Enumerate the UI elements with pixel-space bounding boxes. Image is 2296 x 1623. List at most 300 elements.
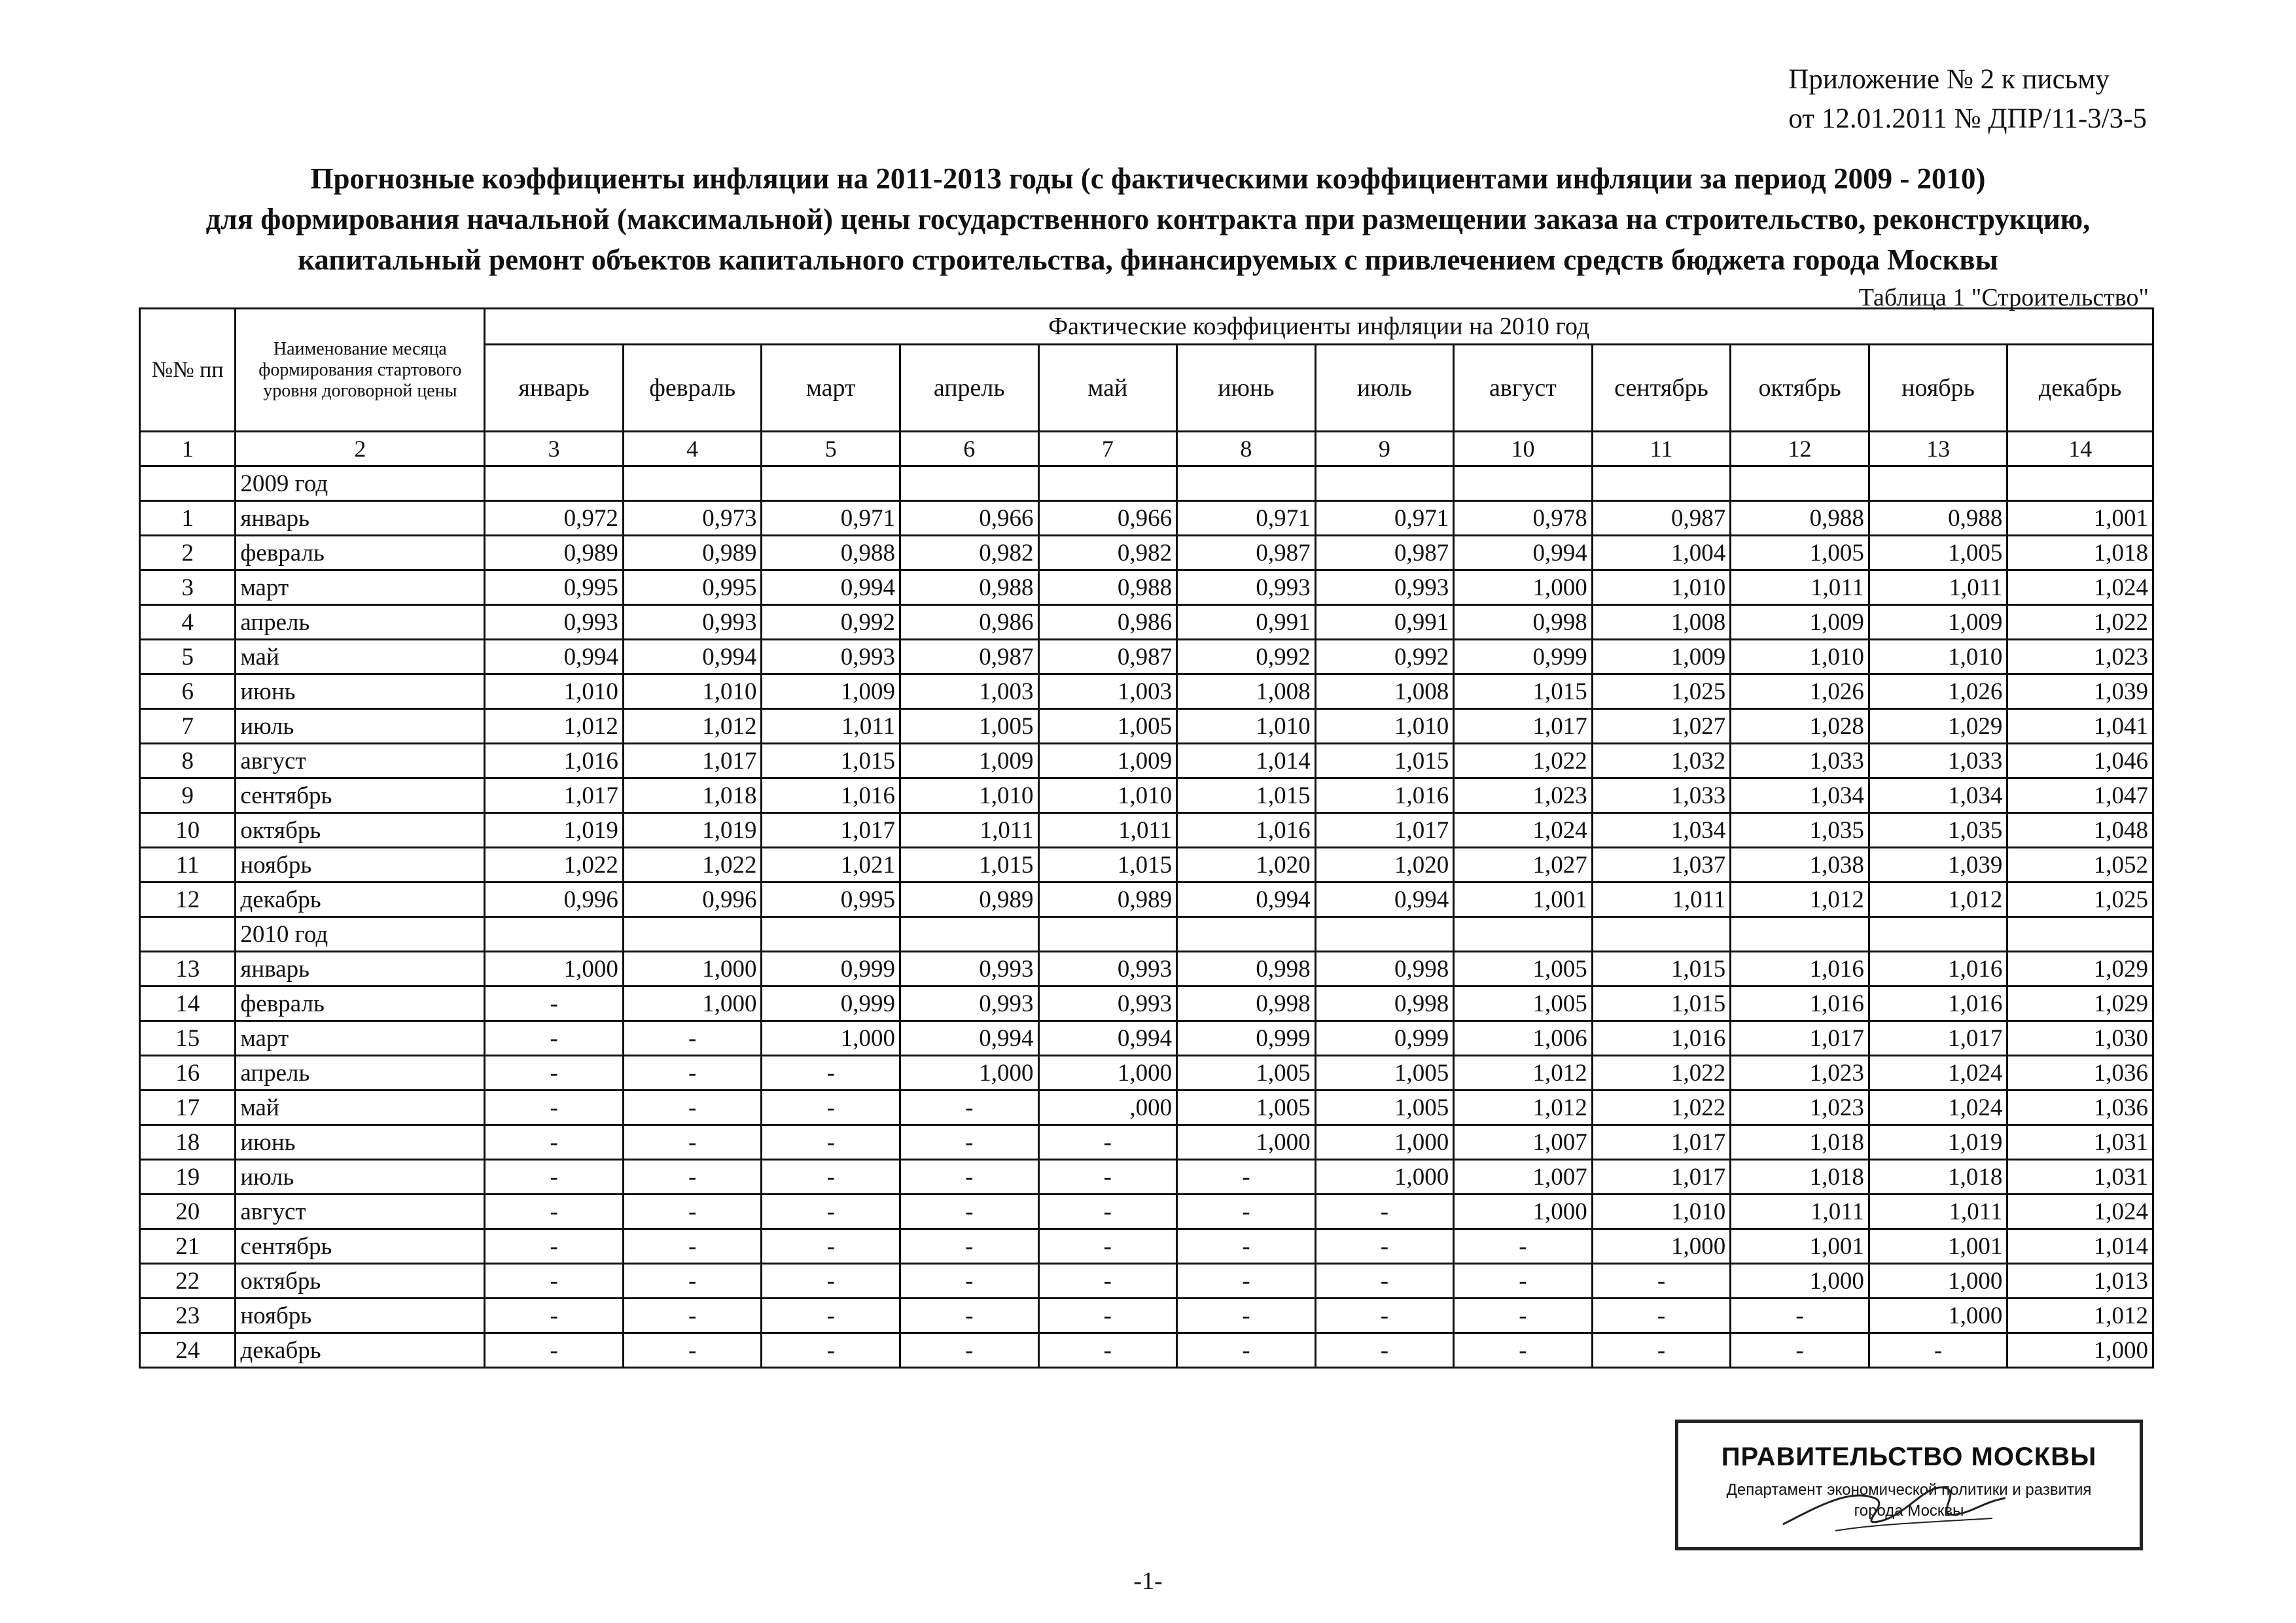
coefficient-cell: 1,005 <box>1454 986 1593 1021</box>
coefficient-cell: 1,000 <box>1592 1229 1731 1264</box>
row-month-name: апрель <box>236 1056 485 1091</box>
coefficient-cell: 1,020 <box>1315 848 1454 882</box>
coefficient-cell: 1,034 <box>1869 778 2007 813</box>
table-row <box>140 674 2153 709</box>
empty-cell <box>1592 466 1731 501</box>
row-month-name: декабрь <box>236 882 485 917</box>
coefficient-cell: 1,015 <box>1592 952 1731 986</box>
coefficient-cell: - <box>623 1229 762 1264</box>
table-row <box>140 605 2153 640</box>
coefficient-cell: 1,020 <box>1177 848 1316 882</box>
coefficient-cell: - <box>485 1229 624 1264</box>
coefficient-cell: 1,011 <box>1869 570 2007 605</box>
coefficient-cell: 1,000 <box>1731 1264 1869 1299</box>
coefficient-cell: 1,046 <box>2007 744 2153 778</box>
coefficient-cell: - <box>485 1299 624 1333</box>
coefficient-cell: - <box>900 1333 1039 1368</box>
row-number: 1 <box>140 501 236 536</box>
coefficient-cell: - <box>1731 1333 1869 1368</box>
coefficient-cell: 1,005 <box>1731 536 1869 570</box>
coefficient-cell: 1,000 <box>1315 1125 1454 1160</box>
coefficient-cell: 1,005 <box>1315 1091 1454 1125</box>
coefficient-cell: - <box>762 1333 900 1368</box>
coefficient-cell: 1,005 <box>1177 1091 1316 1125</box>
year-label: 2010 год <box>236 917 485 952</box>
column-number: 13 <box>1869 432 2007 466</box>
coefficient-cell: - <box>485 1021 624 1056</box>
coefficient-cell: - <box>485 1333 624 1368</box>
table-row <box>140 570 2153 605</box>
coefficient-cell: - <box>1038 1264 1177 1299</box>
coefficient-cell: 1,029 <box>2007 952 2153 986</box>
page-number: -1- <box>1133 1567 1163 1595</box>
coefficient-cell: 1,019 <box>1869 1125 2007 1160</box>
coefficient-cell: 1,011 <box>762 709 900 744</box>
coefficient-cell: 1,024 <box>1869 1091 2007 1125</box>
coefficient-cell: 1,011 <box>1731 1195 1869 1229</box>
coefficient-cell: - <box>762 1299 900 1333</box>
coefficient-cell: 1,012 <box>1869 882 2007 917</box>
coefficient-cell: 0,993 <box>1315 570 1454 605</box>
coefficient-cell: 1,028 <box>1731 709 1869 744</box>
row-number: 23 <box>140 1299 236 1333</box>
column-number: 10 <box>1454 432 1593 466</box>
coefficient-cell: - <box>1592 1299 1731 1333</box>
coefficient-cell: - <box>623 1160 762 1195</box>
month-header-1: январь <box>485 345 624 432</box>
coefficient-cell: 1,007 <box>1454 1125 1593 1160</box>
month-header-3: март <box>762 345 900 432</box>
coefficient-cell: - <box>762 1125 900 1160</box>
row-number: 5 <box>140 640 236 674</box>
stamp-line-2: Департамент экономической политики и развития <box>1726 1481 2092 1499</box>
coefficient-cell: 1,019 <box>623 813 762 848</box>
empty-cell <box>1038 917 1177 952</box>
coefficient-cell: 0,994 <box>623 640 762 674</box>
coefficient-cell: 1,033 <box>1869 744 2007 778</box>
coefficient-cell: 0,966 <box>900 501 1039 536</box>
coefficient-cell: 1,016 <box>1592 1021 1731 1056</box>
coefficient-cell: 1,017 <box>485 778 624 813</box>
coefficient-cell: 1,000 <box>1177 1125 1316 1160</box>
month-header-9: сентябрь <box>1592 345 1731 432</box>
coefficient-cell: 1,019 <box>485 813 624 848</box>
coefficient-cell: - <box>1177 1160 1316 1195</box>
coefficient-cell: 1,001 <box>1869 1229 2007 1264</box>
coefficient-cell: 1,018 <box>2007 536 2153 570</box>
coefficient-cell: 1,033 <box>1731 744 1869 778</box>
empty-cell <box>140 917 236 952</box>
coefficient-cell: 0,993 <box>900 952 1039 986</box>
coefficient-cell: 1,000 <box>1869 1264 2007 1299</box>
official-stamp <box>1675 1420 2143 1550</box>
coefficient-cell: 0,971 <box>1315 501 1454 536</box>
coefficient-cell: 1,023 <box>2007 640 2153 674</box>
row-number: 19 <box>140 1160 236 1195</box>
coefficient-cell: - <box>1177 1333 1316 1368</box>
coefficient-cell: 1,015 <box>1038 848 1177 882</box>
coefficient-cell: 1,010 <box>1869 640 2007 674</box>
coefficient-cell: 0,988 <box>762 536 900 570</box>
empty-cell <box>762 917 900 952</box>
coefficient-cell: 0,994 <box>1315 882 1454 917</box>
empty-cell <box>1869 917 2007 952</box>
empty-cell <box>762 466 900 501</box>
table-row <box>140 778 2153 813</box>
table-row <box>140 952 2153 986</box>
row-month-name: апрель <box>236 605 485 640</box>
table-row <box>140 1229 2153 1264</box>
coefficient-cell: 1,003 <box>1038 674 1177 709</box>
coefficient-cell: 1,012 <box>623 709 762 744</box>
column-number: 7 <box>1038 432 1177 466</box>
coefficient-cell: 1,015 <box>762 744 900 778</box>
title-line-2: для формирования начальной (максимальной) цены государственного контракта при размещении заказа на строительство, реконструкцию, <box>205 203 2091 236</box>
empty-cell <box>485 466 624 501</box>
coefficient-cell: 1,016 <box>1869 952 2007 986</box>
coefficient-cell: - <box>1315 1333 1454 1368</box>
coefficient-cell: 1,010 <box>1315 709 1454 744</box>
coefficient-cell: 1,001 <box>2007 501 2153 536</box>
empty-cell <box>1177 917 1316 952</box>
coefficient-cell: 1,012 <box>485 709 624 744</box>
row-number: 17 <box>140 1091 236 1125</box>
coefficient-cell: 0,989 <box>1038 882 1177 917</box>
coefficient-cell: 1,012 <box>1454 1056 1593 1091</box>
coefficient-cell: 1,052 <box>2007 848 2153 882</box>
coefficient-cell: 1,000 <box>1454 1195 1593 1229</box>
coefficient-cell: 1,000 <box>1869 1299 2007 1333</box>
empty-cell <box>1315 466 1454 501</box>
row-month-name: март <box>236 570 485 605</box>
appendix-note <box>1788 60 2147 139</box>
coefficient-cell: 0,991 <box>1177 605 1316 640</box>
coefficient-cell: 0,992 <box>762 605 900 640</box>
coefficient-cell: - <box>1038 1299 1177 1333</box>
row-month-name: май <box>236 1091 485 1125</box>
coefficient-cell: 1,034 <box>1731 778 1869 813</box>
coefficient-cell: 0,982 <box>900 536 1039 570</box>
coefficient-cell: 0,994 <box>762 570 900 605</box>
coefficient-cell: - <box>762 1195 900 1229</box>
coefficient-cell: 1,011 <box>1731 570 1869 605</box>
appendix-line-2: от 12.01.2011 № ДПР/11-3/3-5 <box>1788 103 2147 134</box>
table-row <box>140 848 2153 882</box>
coefficient-cell: 0,973 <box>623 501 762 536</box>
coefficient-cell: 1,017 <box>762 813 900 848</box>
empty-cell <box>485 917 624 952</box>
coefficient-cell: 1,000 <box>1315 1160 1454 1195</box>
coefficient-cell: 1,036 <box>2007 1056 2153 1091</box>
coefficient-cell: - <box>1869 1333 2007 1368</box>
coefficient-cell: 0,989 <box>623 536 762 570</box>
coefficient-cell: 0,986 <box>1038 605 1177 640</box>
empty-cell <box>1731 466 1869 501</box>
coefficient-cell: 1,017 <box>623 744 762 778</box>
row-number: 12 <box>140 882 236 917</box>
coefficient-cell: 1,016 <box>1869 986 2007 1021</box>
coefficient-cell: 0,996 <box>623 882 762 917</box>
coefficient-cell: 1,016 <box>1315 778 1454 813</box>
coefficient-cell: 1,010 <box>1592 1195 1731 1229</box>
coefficient-cell: 1,000 <box>623 986 762 1021</box>
coefficient-cell: 1,010 <box>900 778 1039 813</box>
coefficient-cell: 1,006 <box>1454 1021 1593 1056</box>
coefficient-cell: - <box>1315 1299 1454 1333</box>
coefficient-cell: 1,016 <box>485 744 624 778</box>
year-label: 2009 год <box>236 466 485 501</box>
table-row <box>140 813 2153 848</box>
empty-cell <box>2007 917 2153 952</box>
coefficient-cell: 1,017 <box>1592 1125 1731 1160</box>
row-number: 14 <box>140 986 236 1021</box>
coefficient-cell: - <box>623 1264 762 1299</box>
coefficient-cell: - <box>623 1056 762 1091</box>
coefficient-cell: 1,000 <box>900 1056 1039 1091</box>
coefficient-cell: 1,005 <box>900 709 1039 744</box>
coefficient-cell: 0,988 <box>900 570 1039 605</box>
coefficient-cell: 1,022 <box>1592 1091 1731 1125</box>
year-row <box>140 466 2153 501</box>
row-number: 18 <box>140 1125 236 1160</box>
coefficient-cell: 0,998 <box>1177 952 1316 986</box>
coefficient-cell: - <box>1038 1125 1177 1160</box>
coefficient-cell: 1,017 <box>1454 709 1593 744</box>
coefficient-cell: 0,987 <box>900 640 1039 674</box>
row-month-name: январь <box>236 501 485 536</box>
coefficient-cell: - <box>1454 1264 1593 1299</box>
title-line-3: капитальный ремонт объектов капитального строительства, финансируемых с привлечением средств бюджета города Москвы <box>298 243 1998 276</box>
coefficient-cell: 1,024 <box>2007 570 2153 605</box>
row-number: 8 <box>140 744 236 778</box>
empty-cell <box>623 466 762 501</box>
coefficient-cell: 1,015 <box>1592 986 1731 1021</box>
empty-cell <box>623 917 762 952</box>
coefficient-cell: 1,017 <box>1315 813 1454 848</box>
table-row <box>140 536 2153 570</box>
coefficient-cell: 0,991 <box>1315 605 1454 640</box>
coefficient-cell: 1,010 <box>1592 570 1731 605</box>
coefficient-cell: - <box>1038 1160 1177 1195</box>
coefficient-cell: 1,023 <box>1731 1091 1869 1125</box>
month-header-4: апрель <box>900 345 1039 432</box>
coefficient-cell: 1,011 <box>1592 882 1731 917</box>
row-number: 3 <box>140 570 236 605</box>
inflation-table <box>139 307 2154 1369</box>
coefficient-cell: 1,001 <box>1731 1229 1869 1264</box>
coefficient-cell: 1,022 <box>1592 1056 1731 1091</box>
table-row <box>140 640 2153 674</box>
coefficient-cell: 1,011 <box>1038 813 1177 848</box>
coefficient-cell: 1,039 <box>2007 674 2153 709</box>
column-number: 4 <box>623 432 762 466</box>
empty-cell <box>900 917 1039 952</box>
column-number: 2 <box>236 432 485 466</box>
coefficient-cell: 0,995 <box>485 570 624 605</box>
coefficient-cell: 0,989 <box>900 882 1039 917</box>
coefficient-cell: 0,999 <box>1454 640 1593 674</box>
month-header-10: октябрь <box>1731 345 1869 432</box>
coefficient-cell: 1,000 <box>1038 1056 1177 1091</box>
row-number: 2 <box>140 536 236 570</box>
coefficient-cell: - <box>485 1125 624 1160</box>
coefficient-cell: 0,992 <box>1315 640 1454 674</box>
coefficient-cell: - <box>1592 1264 1731 1299</box>
coefficient-cell: 1,015 <box>900 848 1039 882</box>
row-month-name: март <box>236 1021 485 1056</box>
coefficient-cell: - <box>623 1125 762 1160</box>
month-header-2: февраль <box>623 345 762 432</box>
coefficient-cell: 1,015 <box>1315 744 1454 778</box>
coefficient-cell: 1,023 <box>1731 1056 1869 1091</box>
coefficient-cell: 0,999 <box>1315 1021 1454 1056</box>
empty-cell <box>1038 466 1177 501</box>
coefficient-cell: 0,994 <box>1177 882 1316 917</box>
row-month-name: июнь <box>236 674 485 709</box>
row-number: 11 <box>140 848 236 882</box>
coefficient-cell: - <box>1592 1333 1731 1368</box>
coefficient-cell: 1,027 <box>1454 848 1593 882</box>
coefficient-cell: - <box>762 1264 900 1299</box>
coefficient-cell: - <box>485 1056 624 1091</box>
coefficient-cell: 1,022 <box>2007 605 2153 640</box>
coefficient-cell: 1,007 <box>1454 1160 1593 1195</box>
coefficient-cell: 1,015 <box>1454 674 1593 709</box>
column-number: 11 <box>1592 432 1731 466</box>
title-line-1: Прогнозные коэффициенты инфляции на 2011-2013 годы (с фактическими коэффициентами инфляции за период 2009 - 2010) <box>310 162 1986 195</box>
empty-cell <box>140 466 236 501</box>
coefficient-cell: - <box>900 1160 1039 1195</box>
coefficient-cell: - <box>1038 1333 1177 1368</box>
coefficient-cell: 0,987 <box>1038 640 1177 674</box>
coefficient-cell: 1,010 <box>1731 640 1869 674</box>
coefficient-cell: - <box>1177 1264 1316 1299</box>
coefficient-cell: 1,009 <box>1869 605 2007 640</box>
empty-cell <box>1454 466 1593 501</box>
document-title <box>98 158 2198 280</box>
coefficient-cell: 1,003 <box>900 674 1039 709</box>
coefficient-cell: 1,026 <box>1731 674 1869 709</box>
coefficient-cell: 1,038 <box>1731 848 1869 882</box>
coefficient-cell: 1,017 <box>1592 1160 1731 1195</box>
coefficient-cell: 0,998 <box>1315 952 1454 986</box>
coefficient-cell: 1,005 <box>1177 1056 1316 1091</box>
month-header-5: май <box>1038 345 1177 432</box>
coefficient-cell: - <box>1315 1229 1454 1264</box>
row-month-name: ноябрь <box>236 848 485 882</box>
coefficient-cell: 1,016 <box>1177 813 1316 848</box>
coefficient-cell: 0,993 <box>900 986 1039 1021</box>
coefficient-cell: 1,009 <box>900 744 1039 778</box>
coefficient-cell: 0,993 <box>1038 986 1177 1021</box>
coefficient-cell: 0,971 <box>762 501 900 536</box>
coefficient-cell: 0,998 <box>1177 986 1316 1021</box>
table-row <box>140 501 2153 536</box>
coefficient-cell: 1,014 <box>1177 744 1316 778</box>
row-month-name: октябрь <box>236 1264 485 1299</box>
column-number: 14 <box>2007 432 2153 466</box>
coefficient-cell: 0,996 <box>485 882 624 917</box>
coefficient-cell: 1,017 <box>1731 1021 1869 1056</box>
coefficient-cell: 1,016 <box>1731 952 1869 986</box>
month-header-6: июнь <box>1177 345 1316 432</box>
coefficient-cell: 0,993 <box>1038 952 1177 986</box>
col-num-header: №№ пп <box>140 309 236 432</box>
coefficient-cell: 1,047 <box>2007 778 2153 813</box>
table-row <box>140 1299 2153 1333</box>
coefficient-cell: 1,011 <box>1869 1195 2007 1229</box>
coefficient-cell: 1,001 <box>1454 882 1593 917</box>
coefficient-cell: - <box>485 1195 624 1229</box>
coefficient-cell: 0,998 <box>1315 986 1454 1021</box>
coefficient-cell: - <box>900 1195 1039 1229</box>
coefficient-cell: 0,994 <box>1038 1021 1177 1056</box>
row-month-name: май <box>236 640 485 674</box>
coefficient-cell: - <box>762 1229 900 1264</box>
coefficient-cell: 1,017 <box>1869 1021 2007 1056</box>
coefficient-cell: 1,005 <box>1454 952 1593 986</box>
coefficient-cell: - <box>900 1264 1039 1299</box>
coefficient-cell: 1,018 <box>1731 1160 1869 1195</box>
stamp-line-3: города Москвы <box>1854 1502 1964 1520</box>
table-row <box>140 1021 2153 1056</box>
coefficient-cell: 1,015 <box>1177 778 1316 813</box>
coefficient-cell: 0,988 <box>1731 501 1869 536</box>
coefficient-cell: 1,026 <box>1869 674 2007 709</box>
coefficient-cell: 0,993 <box>1177 570 1316 605</box>
coefficient-cell: 0,972 <box>485 501 624 536</box>
coefficient-cell: 0,992 <box>1177 640 1316 674</box>
column-number: 8 <box>1177 432 1316 466</box>
table-row <box>140 986 2153 1021</box>
coefficient-cell: ,000 <box>1038 1091 1177 1125</box>
coefficient-cell: 1,000 <box>762 1021 900 1056</box>
coefficient-cell: - <box>1454 1299 1593 1333</box>
coefficient-cell: 1,014 <box>2007 1229 2153 1264</box>
coefficient-cell: 1,029 <box>1869 709 2007 744</box>
signature-icon <box>1776 1462 2012 1541</box>
coefficient-cell: 1,031 <box>2007 1160 2153 1195</box>
coefficient-cell: 1,023 <box>1454 778 1593 813</box>
row-number: 6 <box>140 674 236 709</box>
coefficient-cell: 0,988 <box>1038 570 1177 605</box>
coefficient-cell: 1,048 <box>2007 813 2153 848</box>
column-number: 3 <box>485 432 624 466</box>
coefficient-cell: 0,999 <box>762 952 900 986</box>
table-row <box>140 1333 2153 1368</box>
row-month-name: сентябрь <box>236 1229 485 1264</box>
month-header-12: декабрь <box>2007 345 2153 432</box>
coefficient-cell: - <box>485 1160 624 1195</box>
coefficient-cell: 1,035 <box>1731 813 1869 848</box>
row-number: 15 <box>140 1021 236 1056</box>
coefficient-cell: 1,034 <box>1592 813 1731 848</box>
coefficient-cell: 0,978 <box>1454 501 1593 536</box>
row-number: 7 <box>140 709 236 744</box>
column-numbers-row <box>140 432 2153 466</box>
row-month-name: август <box>236 1195 485 1229</box>
empty-cell <box>1869 466 2007 501</box>
year-row <box>140 917 2153 952</box>
coefficient-cell: 0,986 <box>900 605 1039 640</box>
col-name-header: Наименование месяца формирования стартового уровня договорной цены <box>236 309 485 432</box>
month-header-11: ноябрь <box>1869 345 2007 432</box>
coefficient-cell: 1,008 <box>1315 674 1454 709</box>
coefficient-cell: 0,998 <box>1454 605 1593 640</box>
coefficient-cell: 1,024 <box>1869 1056 2007 1091</box>
coefficient-cell: 1,031 <box>2007 1125 2153 1160</box>
row-month-name: октябрь <box>236 813 485 848</box>
